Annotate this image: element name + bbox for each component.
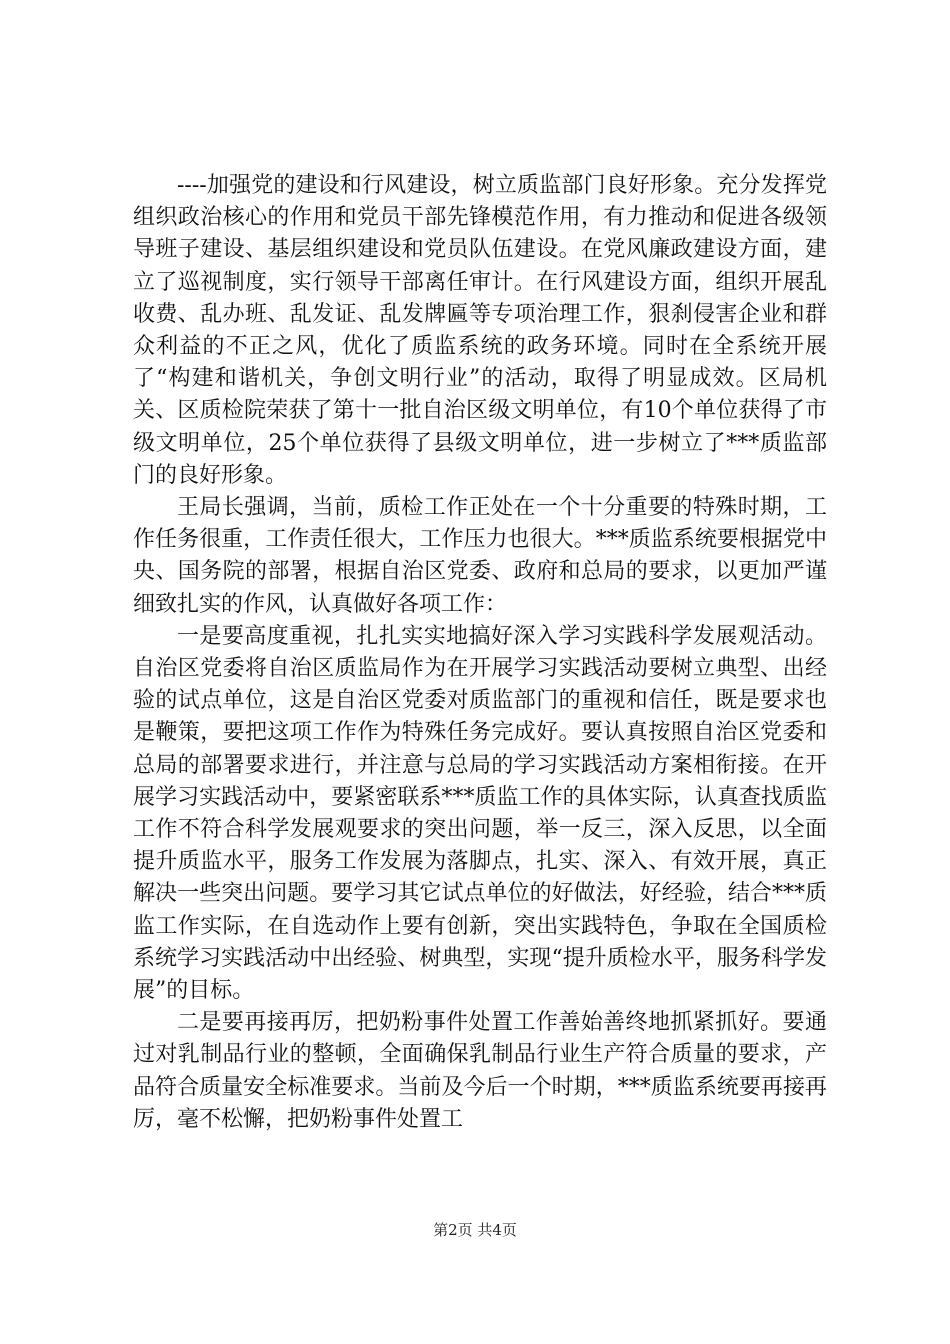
document-body [133,170,827,1136]
paragraph-director-emphasis: 王局长强调，当前，质检工作正处在一个十分重要的特殊时期，工作任务很重，工作责任很大，工作压力也很大。***质监系统要根据党中央、国务院的部署，根据自治区党委、政府和总局的要求，以更加严谨细致扎实的作风，认真做好各项工作： [133,495,827,617]
page-footer: 第2页 共4页 [433,1221,517,1239]
paragraph-item-one: 一是要高度重视，扎扎实实地搞好深入学习实践科学发展观活动。自治区党委将自治区质监局作为在开展学习实践活动要树立典型、出经验的试点单位，这是自治区党委对质监部门的重视和信任，既是要求也是鞭策，要把这项工作作为特殊任务完成好。要认真按照自治区党委和总局的部署要求进行，并注意与总局的学习实践活动方案相衔接。在开展学习实践活动中，要紧密联系***质监工作的具体实际，认真查找质监工作不符合科学发展观要求的突出问题，举一反三，深入反思，以全面提升质监水平，服务工作发展为落脚点，扎实、深入、有效开展，真正解决一些突出问题。要学习其它试点单位的好做法，好经验，结合***质监工作实际，在自选动作上要有创新，突出实践特色，争取在全国质检系统学习实践活动中出经验、树典型，实现“提升质检水平，服务科学发展”的目标。 [133,623,827,1004]
paragraph-item-two: 二是要再接再厉，把奶粉事件处置工作善始善终地抓紧抓好。要通过对乳制品行业的整顿，全面确保乳制品行业生产符合质量的要求，产品符合质量安全标准要求。当前及今后一个时期，***质监系统要再接再厉，毫不松懈，把奶粉事件处置工 [133,1010,827,1132]
paragraph-party-building: ----加强党的建设和行风建设，树立质监部门良好形象。充分发挥党组织政治核心的作用和党员干部先锋模范作用，有力推动和促进各级领导班子建设、基层组织建设和党员队伍建设。在党风廉政建设方面，建立了巡视制度，实行领导干部离任审计。在行风建设方面，组织开展乱收费、乱办班、乱发证、乱发牌匾等专项治理工作，狠刹侵害企业和群众利益的不正之风，优化了质监系统的政务环境。同时在全系统开展了“构建和谐机关，争创文明行业”的活动，取得了明显成效。区局机关、区质检院荣获了第十一批自治区级文明单位，有10个单位获得了市级文明单位，25个单位获得了县级文明单位，进一步树立了***质监部门的良好形象。 [133,173,827,488]
